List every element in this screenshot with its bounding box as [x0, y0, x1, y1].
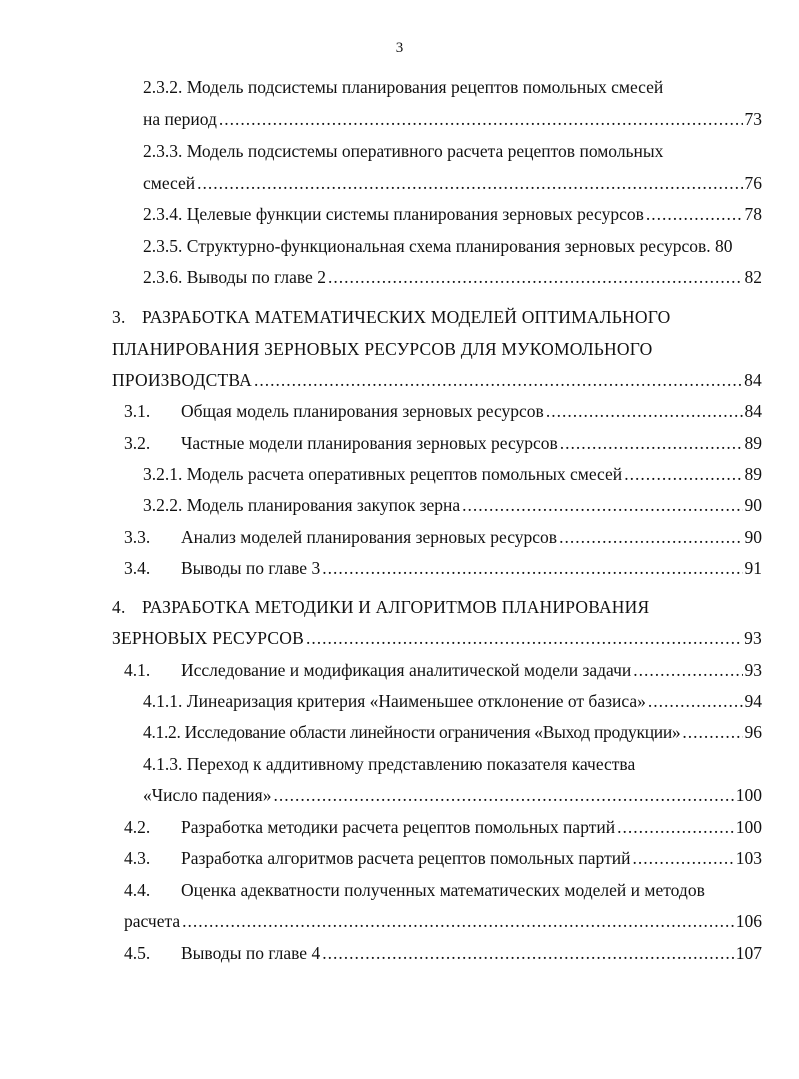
- toc-title: Частные модели планирования зерновых ресурсов: [181, 433, 558, 453]
- toc-title: Модель подсистемы планирования рецептов помольных смесей: [186, 77, 664, 97]
- toc-number: 2.3.4.: [143, 204, 183, 224]
- toc-title: Целевые функции системы планирования зерновых ресурсов: [186, 204, 644, 224]
- toc-page: 107: [735, 943, 762, 963]
- toc-title-cont: на период: [143, 109, 217, 129]
- toc-entry-4-3: [124, 847, 762, 869]
- dot-leader: [273, 784, 733, 806]
- toc-title: Выводы по главе 4: [181, 943, 321, 963]
- toc-number: 3.2.1.: [143, 464, 183, 484]
- toc-number: 3.2.2.: [143, 495, 183, 515]
- toc-number: 4.4.: [124, 880, 151, 900]
- toc-title: Исследование и модификация аналитической модели задачи: [181, 660, 632, 680]
- toc-entry-3-3: [124, 526, 762, 548]
- toc-title: Выводы по главе 2: [186, 267, 326, 287]
- toc-section-3-cont1: [112, 338, 652, 360]
- toc-title: Оценка адекватности полученных математических моделей и методов: [181, 880, 705, 900]
- toc-title: Разработка методики расчета рецептов помольных партий: [181, 817, 616, 837]
- dot-leader: [632, 847, 733, 869]
- toc-page: 93: [744, 628, 762, 648]
- toc-number: 4.: [112, 597, 126, 617]
- toc-number: 2.3.2.: [143, 77, 183, 97]
- dot-leader: [624, 463, 742, 485]
- toc-entry-4-1-2: [143, 721, 762, 743]
- toc-entry-2-3-4: [143, 203, 762, 225]
- toc-title: Выводы по главе 3: [181, 558, 321, 578]
- toc-page: 84: [744, 370, 762, 390]
- dot-leader: [197, 172, 742, 194]
- toc-entry-4-5: [124, 942, 762, 964]
- toc-number: 3.: [112, 307, 126, 327]
- toc-page: 76: [744, 173, 762, 193]
- toc-entry-4-1: [124, 659, 762, 681]
- toc-number: 4.5.: [124, 943, 151, 963]
- toc-title: Модель подсистемы оперативного расчета рецептов помольных: [186, 141, 664, 161]
- toc-number: 4.1.1.: [143, 691, 183, 711]
- toc-number: 4.2.: [124, 817, 151, 837]
- toc-entry-3-1: [124, 400, 762, 422]
- toc-title-cont: ПРОИЗВОДСТВА: [112, 370, 252, 390]
- dot-leader: [648, 690, 743, 712]
- toc-section-3-cont2: [112, 369, 762, 391]
- dot-leader: [182, 910, 734, 932]
- dot-leader: [322, 942, 734, 964]
- toc-page: 82: [744, 267, 762, 287]
- toc-section-3: [112, 306, 670, 328]
- toc-entry-4-4-cont: [124, 910, 762, 932]
- dot-leader: [306, 627, 742, 649]
- toc-page: 90: [744, 495, 762, 515]
- toc-page: 100: [735, 785, 762, 805]
- toc-page: 94: [744, 691, 762, 711]
- toc-page: 84: [744, 401, 762, 421]
- dot-leader: [322, 557, 742, 579]
- toc-page: 89: [744, 433, 762, 453]
- toc-title-cont: «Число падения»: [143, 785, 272, 805]
- toc-entry-2-3-6: [143, 266, 762, 288]
- dot-leader: [219, 108, 743, 130]
- toc-entry-4-1-1: [143, 690, 762, 712]
- dot-leader: [328, 266, 743, 288]
- toc-title: Разработка алгоритмов расчета рецептов помольных партий: [181, 848, 631, 868]
- toc-number: 4.3.: [124, 848, 151, 868]
- toc-title: Модель расчета оперативных рецептов помольных смесей: [186, 464, 623, 484]
- toc-page: 89: [744, 464, 762, 484]
- toc-number: 3.4.: [124, 558, 151, 578]
- toc-entry-2-3-3-cont: [143, 172, 762, 194]
- dot-leader: [617, 816, 734, 838]
- toc-page: 78: [744, 204, 762, 224]
- toc-number: 2.3.3.: [143, 141, 183, 161]
- toc-page: 106: [735, 911, 762, 931]
- toc-entry-2-3-5: [143, 235, 762, 257]
- toc-page: 73: [744, 109, 762, 129]
- toc-number: 2.3.6.: [143, 267, 183, 287]
- dot-leader: [559, 526, 742, 548]
- dot-leader: [682, 721, 742, 743]
- toc-section-4: [112, 596, 649, 618]
- toc-entry-3-4: [124, 557, 762, 579]
- toc-entry-3-2-2: [143, 494, 762, 516]
- toc-page: 100: [735, 817, 762, 837]
- toc-entry-3-2: [124, 432, 762, 454]
- toc-title: Анализ моделей планирования зерновых ресурсов: [181, 527, 558, 547]
- toc-number: 4.1.: [124, 660, 151, 680]
- toc-number: 4.1.2.: [143, 722, 181, 742]
- toc-title-cont: смесей: [143, 173, 196, 193]
- toc-page: 96: [744, 722, 762, 742]
- toc-title: Линеаризация критерия «Наименьшее отклонение от базиса»: [186, 691, 646, 711]
- dot-leader: [633, 659, 742, 681]
- toc-entry-4-1-3: [143, 753, 635, 775]
- toc-page: 91: [744, 558, 762, 578]
- toc-title: Общая модель планирования зерновых ресурсов: [181, 401, 544, 421]
- dot-leader: [546, 400, 743, 422]
- toc-title: РАЗРАБОТКА МЕТОДИКИ И АЛГОРИТМОВ ПЛАНИРОВАНИЯ: [142, 597, 650, 617]
- toc-entry-3-2-1: [143, 463, 762, 485]
- toc-page: 93: [744, 660, 762, 680]
- toc-title-cont: ПЛАНИРОВАНИЯ ЗЕРНОВЫХ РЕСУРСОВ ДЛЯ МУКОМОЛЬНОГО: [112, 339, 653, 359]
- toc-title: 2.3.5. Структурно-функциональная схема планирования зерновых ресурсов. 80: [143, 236, 733, 256]
- toc-page: 103: [735, 848, 762, 868]
- toc-number: 4.1.3.: [143, 754, 183, 774]
- toc-entry-2-3-2: [143, 76, 663, 98]
- toc-number: 3.2.: [124, 433, 151, 453]
- toc-title: Исследование области линейности ограничения «Выход продукции»: [184, 722, 681, 742]
- toc-title: Переход к аддитивному представлению показателя качества: [186, 754, 636, 774]
- toc-page: 90: [744, 527, 762, 547]
- dot-leader: [254, 369, 742, 391]
- toc-number: 3.3.: [124, 527, 151, 547]
- page-number: 3: [395, 40, 404, 56]
- toc-entry-4-1-3-cont: [143, 784, 762, 806]
- toc-title-cont: расчета: [124, 911, 181, 931]
- toc-entry-2-3-2-cont: [143, 108, 762, 130]
- toc-title: РАЗРАБОТКА МАТЕМАТИЧЕСКИХ МОДЕЛЕЙ ОПТИМАЛЬНОГО: [142, 307, 671, 327]
- toc-entry-2-3-3: [143, 140, 663, 162]
- toc-title: Модель планирования закупок зерна: [186, 495, 461, 515]
- dot-leader: [560, 432, 743, 454]
- toc-title-cont: ЗЕРНОВЫХ РЕСУРСОВ: [112, 628, 304, 648]
- toc-entry-4-4: [124, 879, 705, 901]
- dot-leader: [462, 494, 742, 516]
- toc-section-4-cont: [112, 627, 762, 649]
- toc-number: 3.1.: [124, 401, 151, 421]
- toc-entry-4-2: [124, 816, 762, 838]
- dot-leader: [646, 203, 743, 225]
